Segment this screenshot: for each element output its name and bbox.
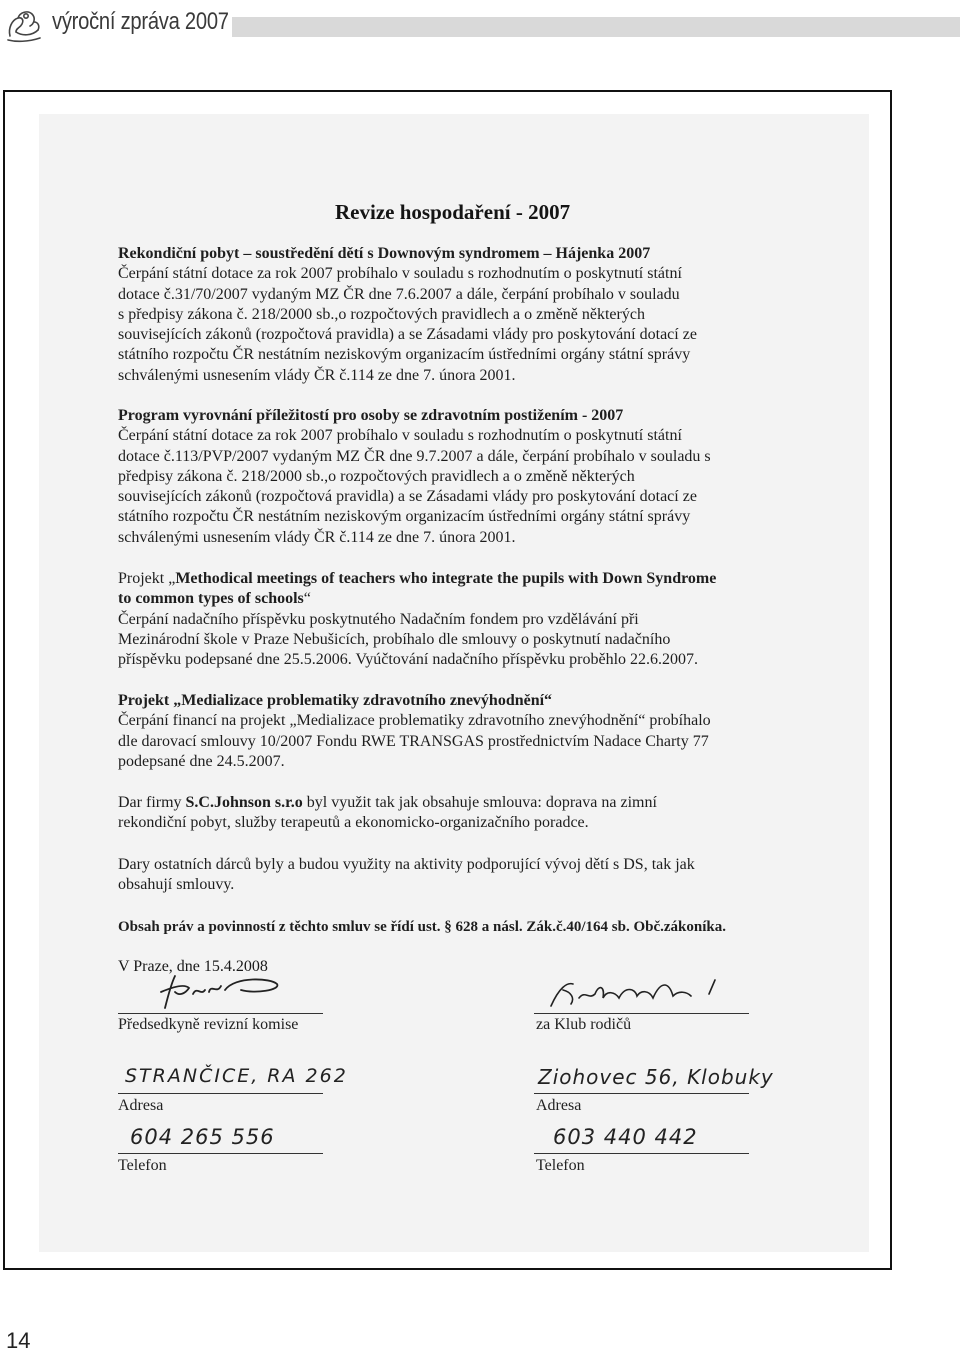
signature-line-right xyxy=(534,1013,749,1014)
text-line: souvisejících zákonů (rozpočtová pravidla) a se Zásadami vlády pro poskytování dotací ze xyxy=(118,488,697,506)
text-line: Čerpání financí na projekt „Medializace problematiky zdravotního znevýhodnění“ probíhalo xyxy=(118,712,711,730)
text-line: dotace č.31/70/2007 vydaným MZ ČR dne 7.6.2007 a dále, čerpání probíhalo v souladu xyxy=(118,285,680,303)
document-title: Revize hospodaření - 2007 xyxy=(335,200,571,224)
handwritten-phone-right: 603 440 442 xyxy=(553,1125,698,1149)
text-line: předpisy zákona č. 218/2000 sb.,o rozpočtových pravidlech a o změně některých xyxy=(118,467,635,485)
page-number: 14 xyxy=(6,1328,31,1353)
text-line: schválenými usnesením vlády ČR č.114 ze dne 7. února 2001. xyxy=(118,366,516,384)
section-heading: Projekt „Medializace problematiky zdravotního znevýhodnění“ xyxy=(118,692,553,709)
signature-left xyxy=(145,972,285,1012)
section-other-donors xyxy=(118,855,793,896)
signature-right xyxy=(545,976,725,1012)
section-hajenka xyxy=(118,244,793,386)
address-line-right xyxy=(534,1093,749,1094)
text-line: Čerpání nadačního příspěvku poskytnutého Nadačním fondem pro vzdělávání při xyxy=(118,610,639,628)
publication-title: výroční zpráva 2007 xyxy=(52,8,229,35)
section-medializace xyxy=(118,691,793,772)
text-line: podepsané dne 24.5.2007. xyxy=(118,752,285,770)
text-line: příspěvku podepsané dne 25.5.2006. Vyúčtování nadačního příspěvku proběhlo 22.6.2007. xyxy=(118,651,699,669)
role-right: za Klub rodičů xyxy=(536,1016,632,1033)
text-line: rekondiční pobyt, služby terapeutů a ekonomicko-organizačního poradce. xyxy=(118,814,589,832)
phone-line-left xyxy=(118,1153,323,1154)
phone-label-left: Telefon xyxy=(118,1157,167,1174)
section-sc-johnson xyxy=(118,793,793,834)
text-line: souvisejících zákonů (rozpočtová pravidla) a se Zásadami vlády pro poskytování dotací ze xyxy=(118,326,697,344)
text-line: státního rozpočtu ČR nestátním neziskovým organizacím ústředními orgány státní správy xyxy=(118,508,691,526)
family-hands-icon xyxy=(4,6,44,44)
section-methodical xyxy=(118,569,793,670)
text-line: s předpisy zákona č. 218/2000 sb.,o rozpočtových pravidlech a o změně některých xyxy=(118,305,645,323)
section-heading: to common types of schools“ xyxy=(118,590,311,608)
text-line: schválenými usnesením vlády ČR č.114 ze dne 7. února 2001. xyxy=(118,528,516,546)
text-line: Mezinárodní škole v Praze Nebušicích, probíhalo dle smlouvy o poskytnutí nadačního xyxy=(118,630,671,648)
address-label-left: Adresa xyxy=(118,1097,164,1114)
handwritten-address-right: Ziohovec 56, Klobuky xyxy=(538,1065,774,1089)
text-line: Dary ostatních dárců byly a budou využity na aktivity podporující vývoj dětí s DS, tak jak xyxy=(118,856,695,873)
section-program xyxy=(118,406,793,548)
text-line: Čerpání státní dotace za rok 2007 probíhalo v souladu s rozhodnutím o poskytnutí státní xyxy=(118,265,682,283)
text-line: obsahují smlouvy. xyxy=(118,876,235,894)
address-line-left xyxy=(118,1093,323,1094)
text-line: dotace č.113/PVP/2007 vydaným MZ ČR dne 9.7.2007 a dále, čerpání probíhalo v souladu s xyxy=(118,447,711,465)
scanned-document-frame xyxy=(3,90,892,1270)
section-heading: Projekt „Methodical meetings of teachers who integrate the pupils with Down Syndrome xyxy=(118,570,717,587)
section-heading: Program vyrovnání příležitostí pro osoby se zdravotním postižením - 2007 xyxy=(118,407,624,424)
text-line: Čerpání státní dotace za rok 2007 probíhalo v souladu s rozhodnutím o poskytnutí státní xyxy=(118,427,682,445)
date-line: V Praze, dne 15.4.2008 xyxy=(118,958,268,975)
section-heading: Rekondiční pobyt – soustředění dětí s Downovým syndromem – Hájenka 2007 xyxy=(118,245,651,262)
closing-statement: Obsah práv a povinností z těchto smluv se řídí ust. § 628 a násl. Zák.č.40/164 sb. Obč.zákoníka. xyxy=(118,919,727,935)
header-bar xyxy=(232,17,960,37)
text-line: státního rozpočtu ČR nestátním neziskovým organizacím ústředními orgány státní správy xyxy=(118,346,691,364)
handwritten-phone-left: 604 265 556 xyxy=(130,1125,275,1149)
signature-line-left xyxy=(118,1013,323,1014)
phone-label-right: Telefon xyxy=(536,1157,585,1174)
address-label-right: Adresa xyxy=(536,1097,582,1114)
text-line: dle darovací smlouvy 10/2007 Fondu RWE TRANSGAS prostřednictvím Nadace Charty 77 xyxy=(118,732,709,750)
text-line: Dar firmy S.C.Johnson s.r.o byl využit tak jak obsahuje smlouva: doprava na zimní xyxy=(118,794,657,811)
phone-line-right xyxy=(534,1153,749,1154)
handwritten-address-left: STRANČICE, RA 262 xyxy=(125,1065,348,1087)
role-left: Předsedkyně revizní komise xyxy=(118,1016,299,1033)
